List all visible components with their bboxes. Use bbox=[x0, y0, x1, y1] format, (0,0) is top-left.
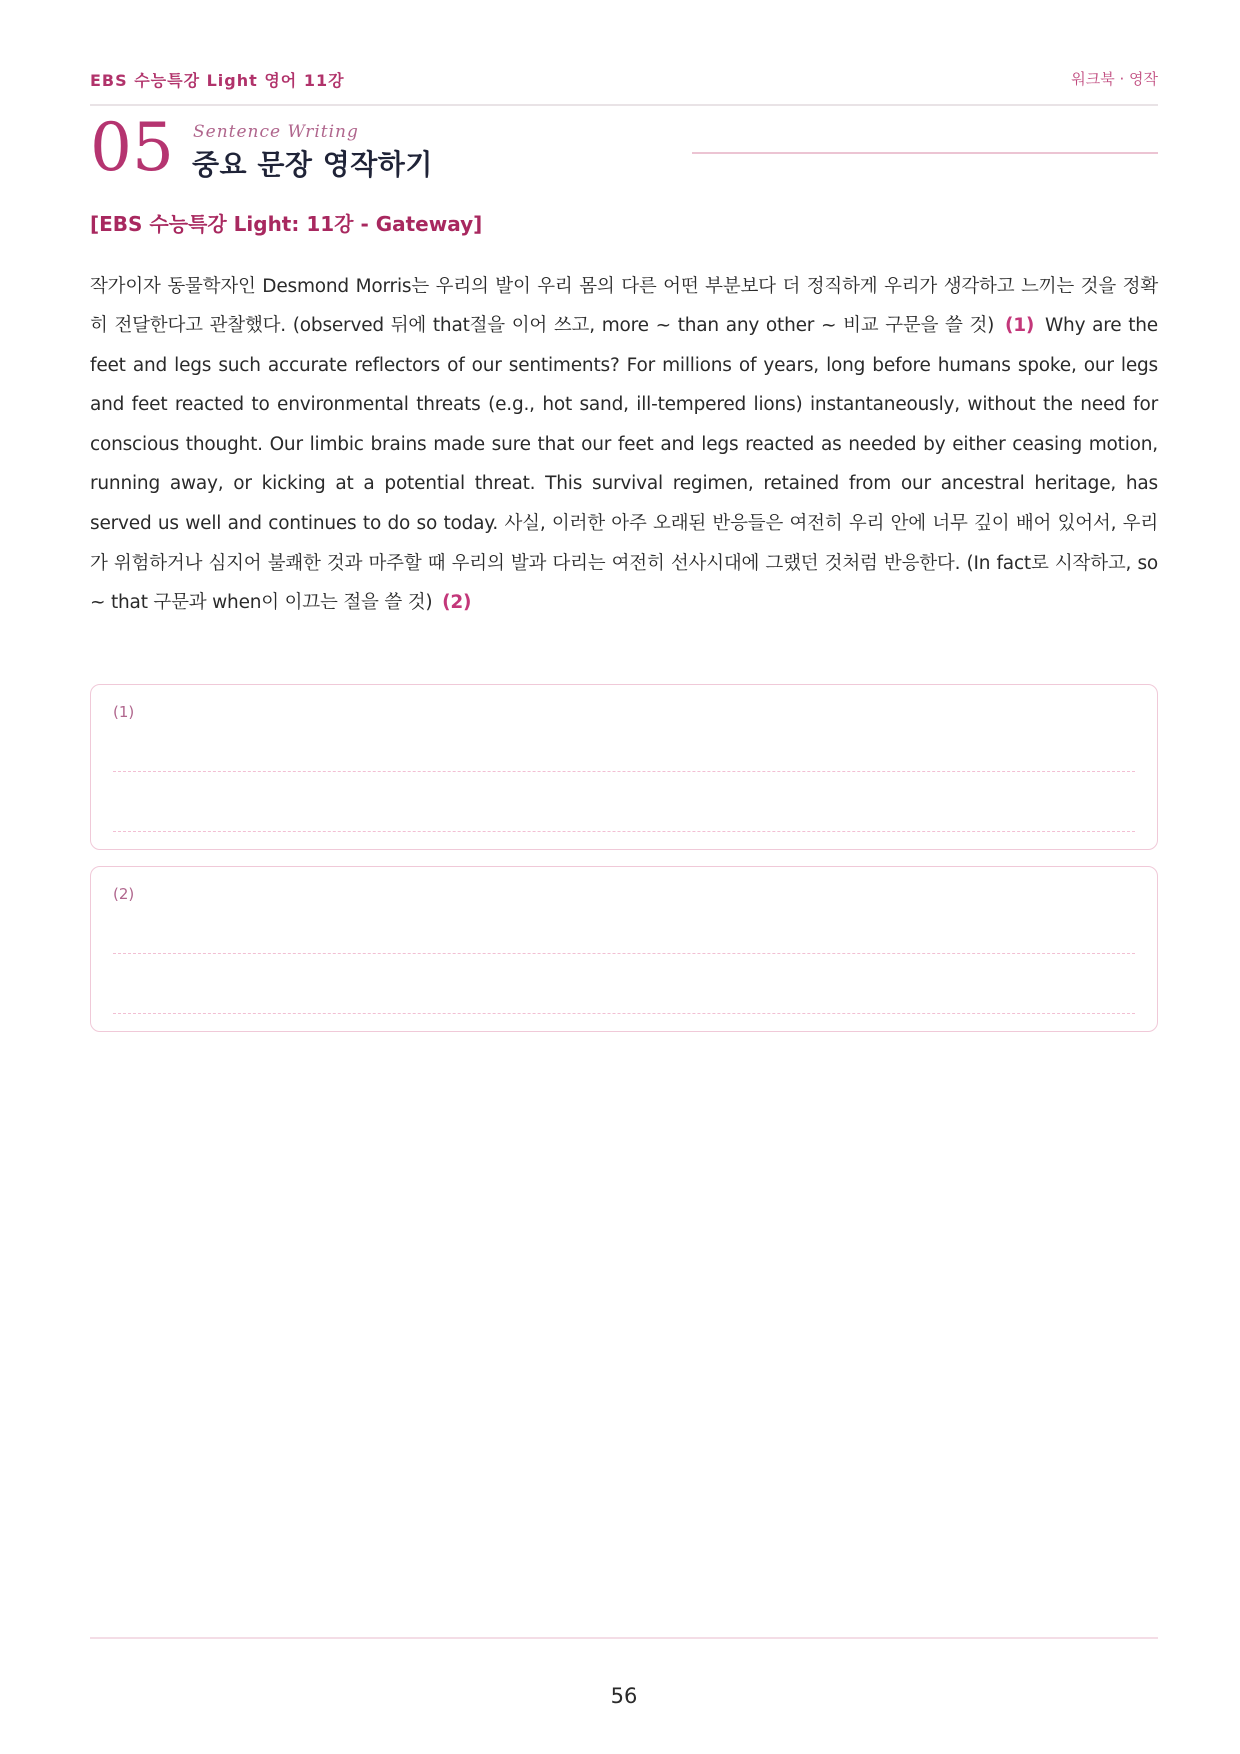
answer-box-2[interactable] bbox=[90, 866, 1158, 1032]
answer-label-2: (2) bbox=[113, 885, 135, 903]
page-number: 56 bbox=[610, 1684, 638, 1708]
question-marker-2: (2) bbox=[442, 592, 472, 614]
header-divider bbox=[90, 104, 1158, 106]
passage-part-1: 작가이자 동물학자인 Desmond Morris는 우리의 발이 우리 몸의 다른 어떤 부분보다 더 정직하게 우리가 생각하고 느끼는 것을 정확히 전달한다고 관찰했다. (observed 뒤에 that절을 이어 쓰고, more ~ than any other ~ 비교 구문을 쓸 것) bbox=[90, 275, 1158, 337]
answer-line[interactable] bbox=[113, 771, 1135, 772]
answer-line[interactable] bbox=[113, 831, 1135, 832]
footer-divider bbox=[90, 1637, 1158, 1639]
section-number: 05 bbox=[90, 109, 174, 186]
section-title: 중요 문장 영작하기 bbox=[192, 148, 433, 181]
header-section-label: 워크북 · 영작 bbox=[1071, 70, 1158, 88]
answer-label-1: (1) bbox=[113, 703, 135, 721]
workbook-page bbox=[90, 0, 1158, 1754]
answer-line[interactable] bbox=[113, 953, 1135, 954]
answer-line[interactable] bbox=[113, 1013, 1135, 1014]
source-reference: [EBS 수능특강 Light: 11강 - Gateway] bbox=[90, 212, 483, 236]
question-marker-1: (1) bbox=[1004, 315, 1035, 337]
answer-box-1[interactable] bbox=[90, 684, 1158, 850]
page-header bbox=[90, 68, 1158, 90]
section-subtitle: Sentence Writing bbox=[193, 122, 359, 142]
header-book-title: EBS 수능특강 Light 영어 11강 bbox=[90, 71, 345, 90]
passage-part-2: Why are the feet and legs such accurate reflectors of our sentiments? For millions of years, long before humans spoke, our legs and feet reacted to environmental threats (e.g., hot sand, ill-tempered lions) instantaneously, without the need for conscious thought. Our limbic brains made sure that our feet and legs reacted as needed by either ceasing motion, running away, or kicking at a potential threat. This survival regimen, retained from our ancestral heritage, has served us well and continues to do so today. 사실, 이러한 아주 오래된 반응들은 여전히 우리 안에 너무 깊이 배어 있어서, 우리가 위험하거나 심지어 불쾌한 것과 마주할 때 우리의 발과 다리는 여전히 선사시대에 그랬던 것처럼 반응한다. (In fact로 시작하고, so ~ that 구문과 when이 이끄는 절을 쓸 것) bbox=[90, 315, 1158, 614]
title-divider bbox=[692, 152, 1158, 154]
passage-text bbox=[90, 267, 1158, 623]
